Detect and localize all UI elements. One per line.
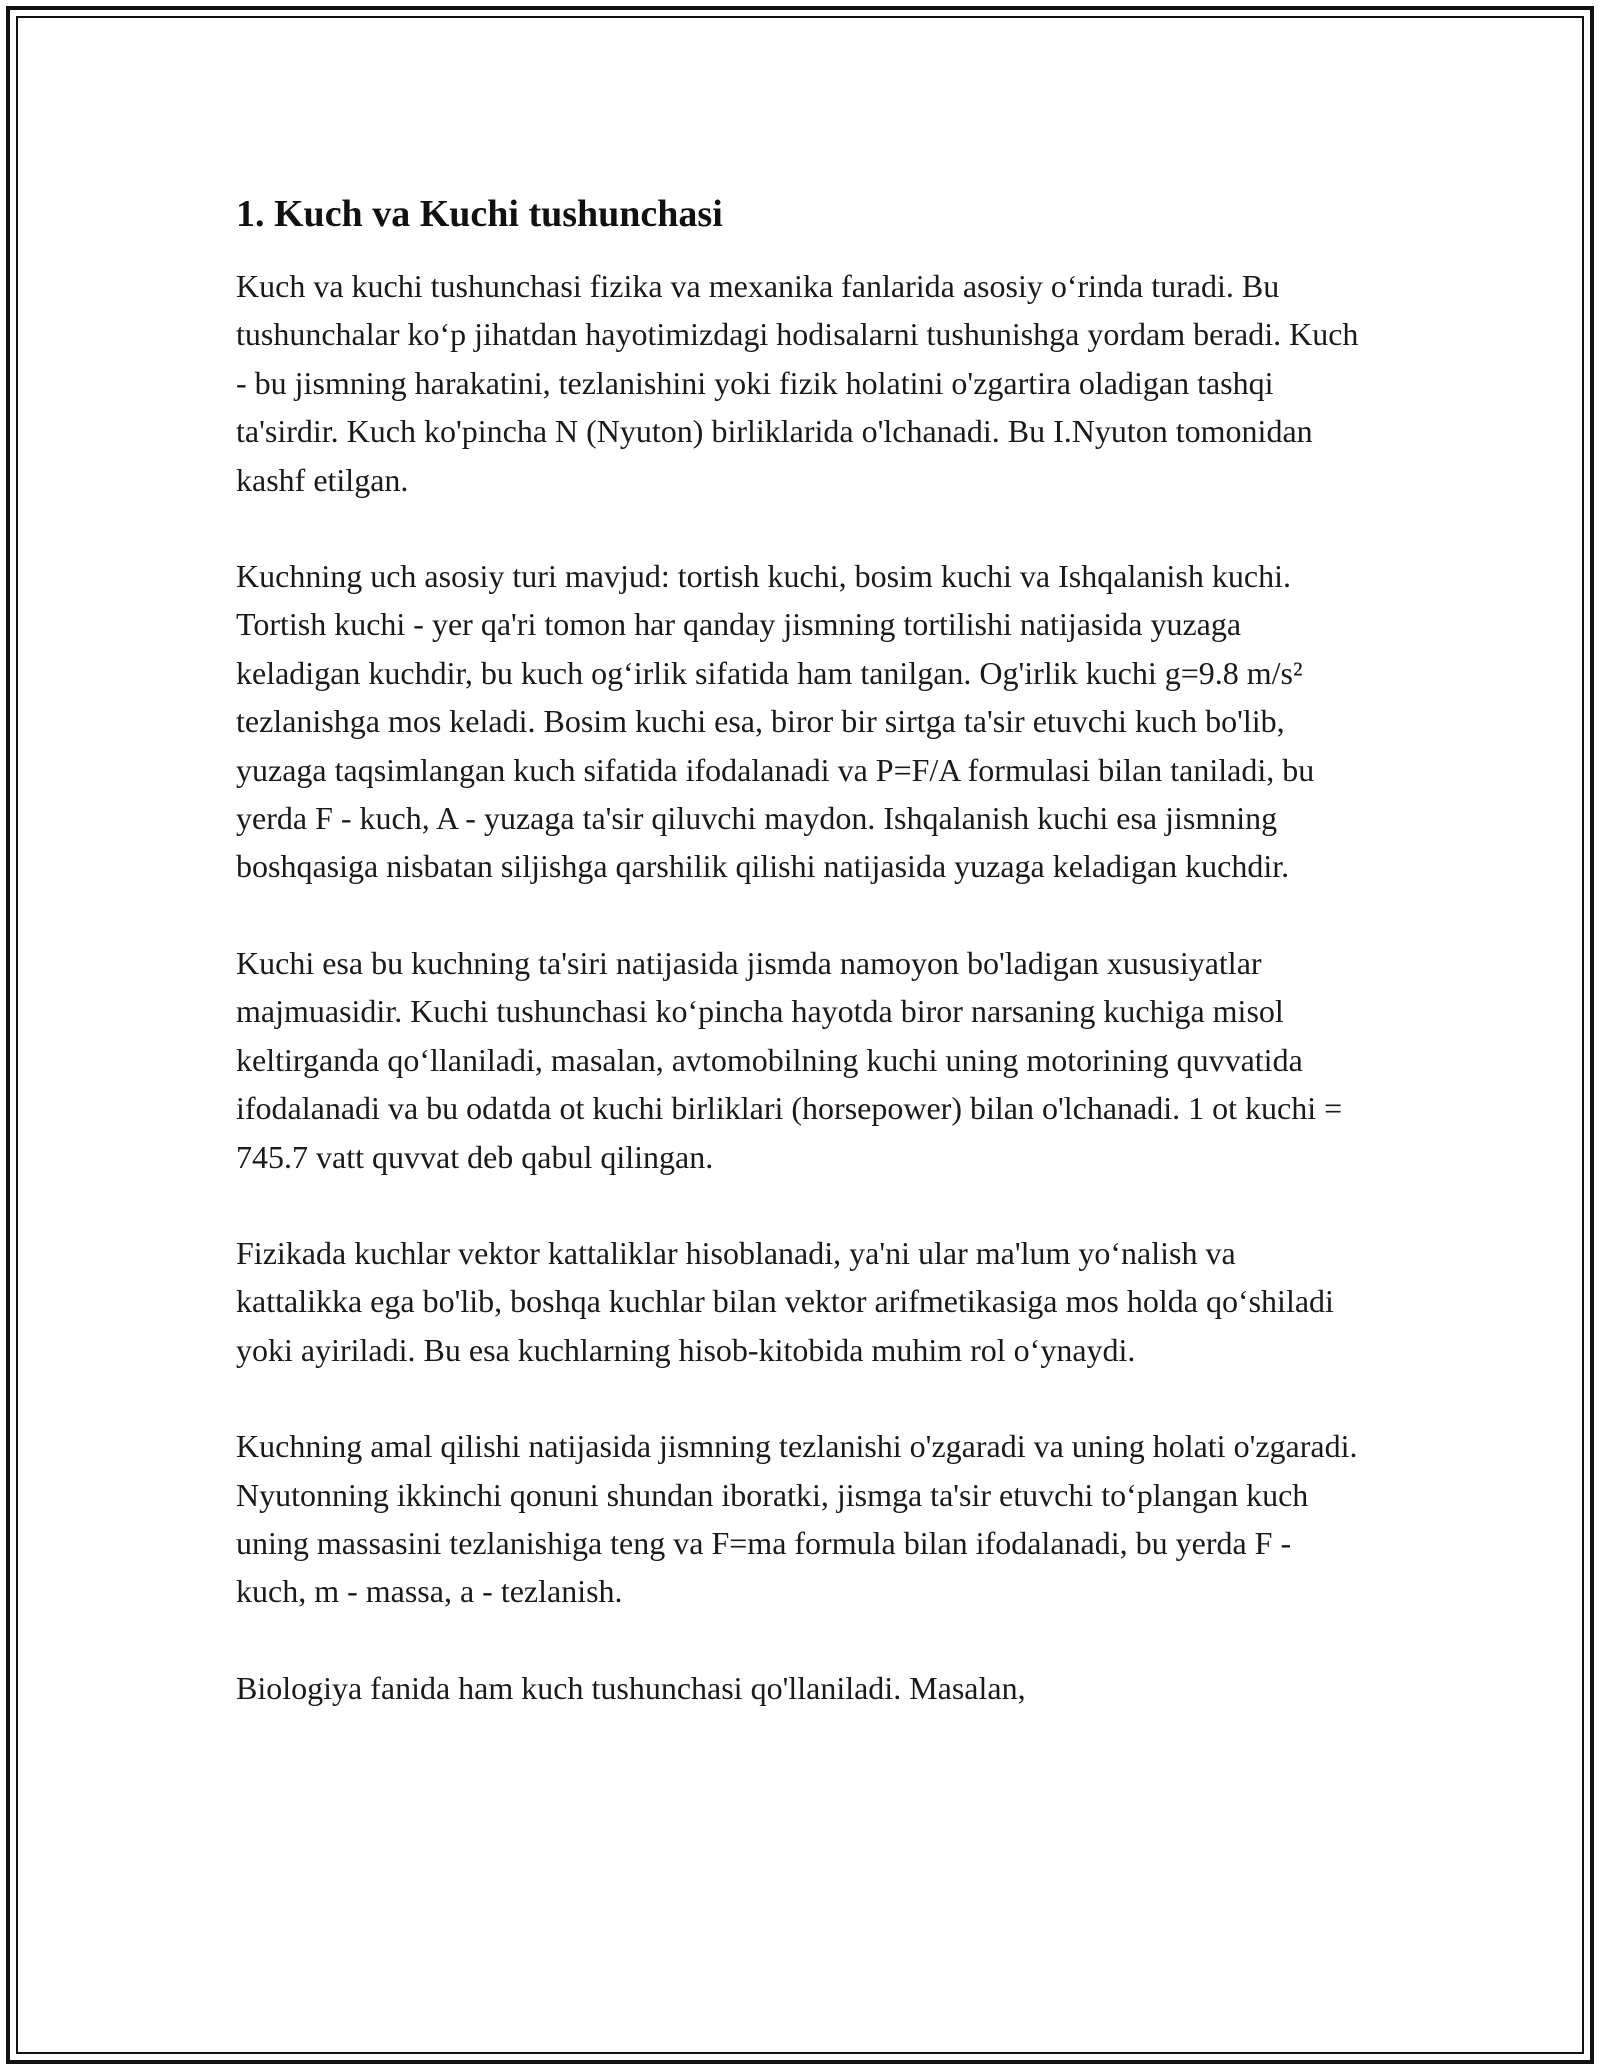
- paragraph-1: Kuch va kuchi tushunchasi fizika va mexanika fanlarida asosiy o‘rinda turadi. Bu tushunchalar ko‘p jihatdan hayotimizdagi hodisalarni tushunishga yordam beradi. Kuch - bu jismning harakatini, tezlanishini yoki fizik holatini o'zgartira oladigan tashqi ta'sirdir. Kuch ko'pincha N (Nyuton) birliklarida o'lchanadi. Bu I.Nyuton tomonidan kashf etilgan.: [236, 268, 1359, 498]
- section-heading: 1. Kuch va Kuchi tushunchasi: [236, 193, 723, 235]
- paragraph-5: Kuchning amal qilishi natijasida jismning tezlanishi o'zgaradi va uning holati o'zgaradi. Nyutonning ikkinchi qonuni shundan iboratki, jismga ta'sir etuvchi to‘plangan kuch uning massasini tezlanishiga teng va F=ma formula bilan ifodalanadi, bu yerda F - kuch, m - massa, a - tezlanish.: [236, 1428, 1358, 1610]
- paragraph-2: Kuchning uch asosiy turi mavjud: tortish kuchi, bosim kuchi va Ishqalanish kuchi. Tortish kuchi - yer qa'ri tomon har qanday jismning tortilishi natijasida yuzaga keladigan kuchdir, bu kuch og‘irlik sifatida ham tanilgan. Og'irlik kuchi g=9.8 m/s² tezlanishga mos keladi. Bosim kuchi esa, biror bir sirtga ta'sir etuvchi kuch bo'lib, yuzaga taqsimlangan kuch sifatida ifodalanadi va P=F/A formulasi bilan taniladi, bu yerda F - kuch, A - yuzaga ta'sir qiluvchi maydon. Ishqalanish kuchi esa jismning boshqasiga nisbatan siljishga qarshilik qilishi natijasida yuzaga keladigan kuchdir.: [236, 558, 1315, 885]
- document-body: [236, 186, 1366, 1760]
- paragraph-6: Biologiya fanida ham kuch tushunchasi qo'llaniladi. Masalan,: [236, 1669, 1026, 1706]
- paragraph-4: Fizikada kuchlar vektor kattaliklar hisoblanadi, ya'ni ular ma'lum yo‘nalish va kattalikka ega bo'lib, boshqa kuchlar bilan vektor arifmetikasiga mos holda qo‘shiladi yoki ayiriladi. Bu esa kuchlarning hisob-kitobida muhim rol o‘ynaydi.: [236, 1234, 1334, 1368]
- paragraph-3: Kuchi esa bu kuchning ta'siri natijasida jismda namoyon bo'ladigan xususiyatlar majmuasidir. Kuchi tushunchasi ko‘pincha hayotda biror narsaning kuchiga misol keltirganda qo‘llaniladi, masalan, avtomobilning kuchi uning motorining quvvatida ifodalanadi va bu odatda ot kuchi birliklari (horsepower) bilan o'lchanadi. 1 ot kuchi = 745.7 vatt quvvat deb qabul qilingan.: [236, 944, 1343, 1175]
